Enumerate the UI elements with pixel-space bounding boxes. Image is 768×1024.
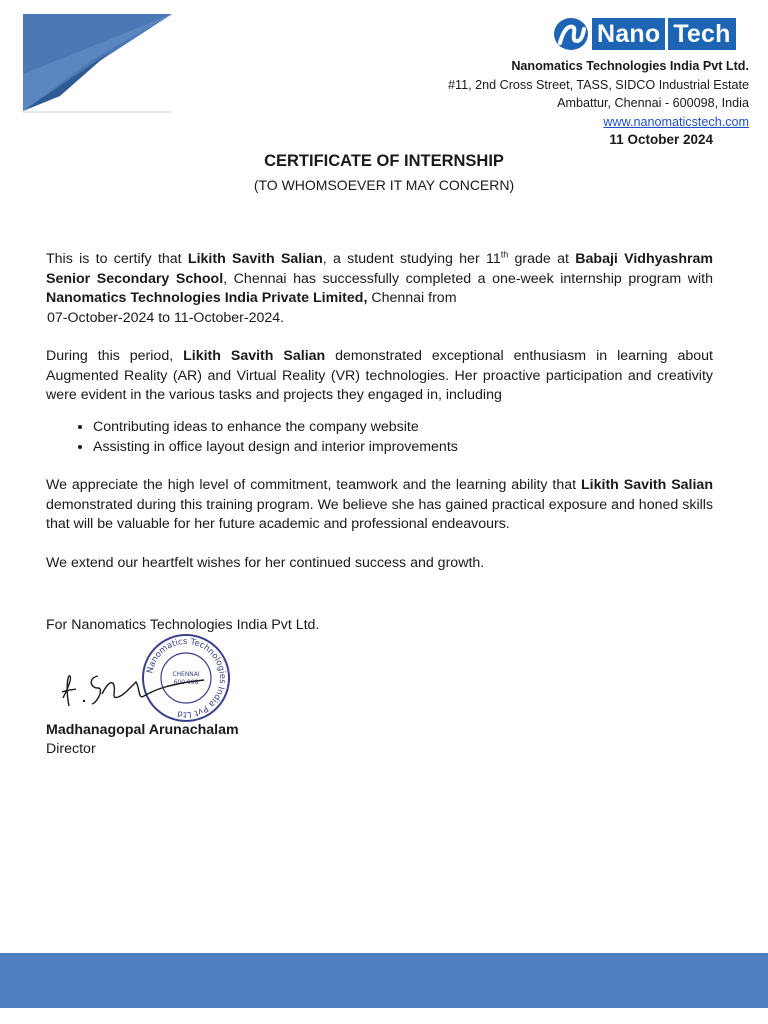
signature-image xyxy=(58,668,208,718)
company-address-block xyxy=(448,57,749,131)
svg-text:600 098: 600 098 xyxy=(173,679,199,686)
task-list xyxy=(67,418,458,457)
paragraph-wishes: We extend our heartfelt wishes for her continued success and growth. xyxy=(46,555,485,571)
footer-bar xyxy=(0,953,768,1008)
school-name: Babaji Vidhyashram Senior Secondary School xyxy=(46,251,714,287)
certificate-subtitle: (TO WHOMSOEVER IT MAY CONCERN) xyxy=(253,177,515,193)
internship-dates: 07-October-2024 to 11-October-2024. xyxy=(47,309,285,326)
logo-word-tech: Tech xyxy=(668,18,735,50)
company-full-name: Nanomatics Technologies India Private Limited, xyxy=(46,290,368,306)
address-line-2: Ambattur, Chennai - 600098, India xyxy=(557,96,749,110)
svg-text:Nanomatics Technologies India: Nanomatics Technologies India Pvt Ltd xyxy=(145,636,228,720)
paragraph-intro: This is to certify that Likith Savith Salian, a student studying her 11th grade at Babaji Vidhyashram Senior Secondary School, Chennai has successfully completed a one-week internship program with Nanomatics Technologies India Private Limited, Chennai from 07-October-2024 to 11-October-2024. xyxy=(46,250,713,328)
header-corner-graphic xyxy=(0,0,200,120)
address-line-1: #11, 2nd Cross Street, TASS, SIDCO Industrial Estate xyxy=(448,77,749,92)
website-link[interactable]: www.nanomaticstech.com xyxy=(603,114,749,129)
paragraph-period: During this period, Likith Savith Salian demonstrated exceptional enthusiasm in learning about Augmented Reality (AR) and Virtual Reality (VR) technologies. Her proactive participation and creativity were evident in the various tasks and projects they engaged in, including xyxy=(46,348,713,403)
signoff-line: For Nanomatics Technologies India Pvt Ltd. xyxy=(46,617,320,633)
paragraph-appreciation: We appreciate the high level of commitment, teamwork and the learning ability that Likith Savith Salian demonstrated during this training program. We believe she has gained practical exposure and honed skills that will be valuable for her future academic and professional endeavours. xyxy=(46,477,713,532)
intern-name: Likith Savith Salian xyxy=(581,477,713,493)
list-item: • Contributing ideas to enhance the company website xyxy=(93,418,458,438)
intern-name: Likith Savith Salian xyxy=(187,251,323,267)
svg-text:CHENNAI: CHENNAI xyxy=(172,671,200,678)
logo-word-nano: Nano xyxy=(592,18,665,50)
signatory-role: Director xyxy=(46,741,96,757)
company-logo xyxy=(553,17,736,51)
list-item: • Assisting in office layout design and interior improvements xyxy=(93,438,458,458)
certificate-title: CERTIFICATE OF INTERNSHIP xyxy=(264,152,504,170)
intern-name: Likith Savith Salian xyxy=(183,348,326,364)
certificate-date: 11 October 2024 xyxy=(609,132,713,147)
nano-logo-icon xyxy=(553,17,589,51)
signatory-name: Madhanagopal Arunachalam xyxy=(46,722,239,738)
company-name: Nanomatics Technologies India Pvt Ltd. xyxy=(511,59,749,73)
